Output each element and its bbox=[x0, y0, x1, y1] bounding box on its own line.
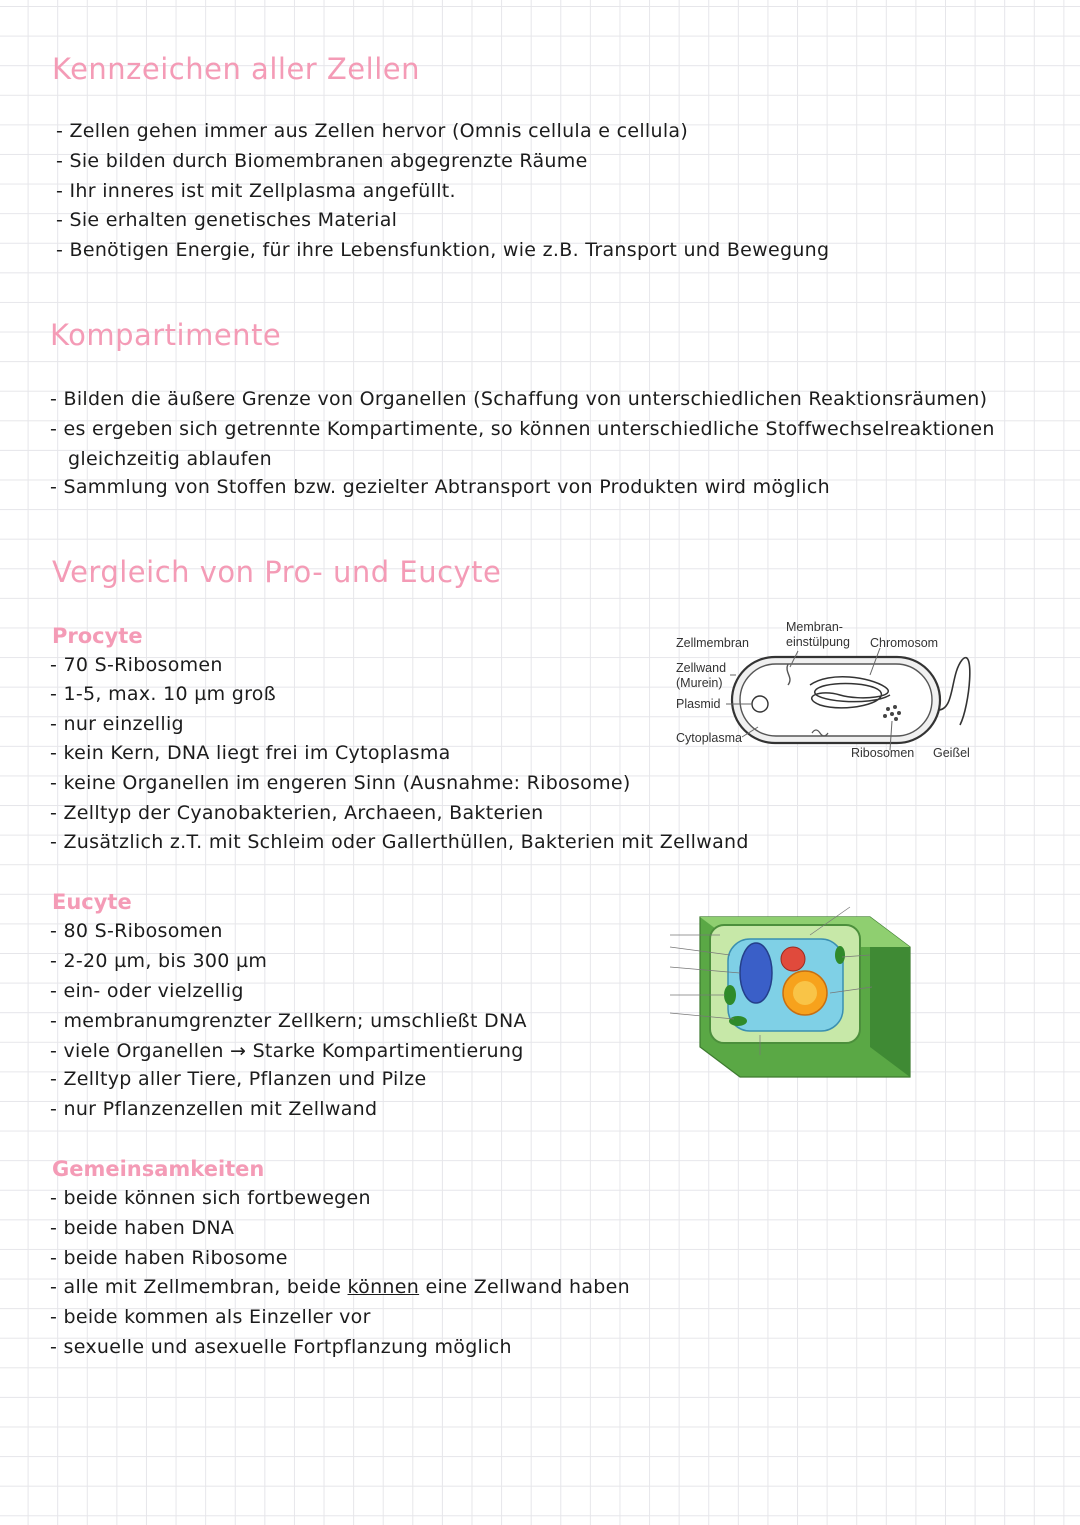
label-ribosomen: Ribosomen bbox=[851, 746, 915, 760]
list-item: - beide können sich fortbewegen bbox=[50, 1187, 371, 1209]
list-item: - beide kommen als Einzeller vor bbox=[50, 1306, 371, 1328]
list-item: - nur einzellig bbox=[50, 713, 184, 735]
list-item: - kein Kern, DNA liegt frei im Cytoplasma bbox=[50, 742, 451, 764]
label-zellwand-2: (Murein) bbox=[676, 676, 723, 690]
list-item: - Ihr inneres ist mit Zellplasma angefüllt. bbox=[56, 180, 456, 202]
subheading-gemeinsamkeiten: Gemeinsamkeiten bbox=[52, 1157, 265, 1181]
list-item bbox=[50, 1276, 630, 1298]
subheading-procyte: Procyte bbox=[52, 624, 143, 648]
list-item: - sexuelle und asexuelle Fortpflanzung möglich bbox=[50, 1336, 512, 1358]
label-cytoplasma: Cytoplasma bbox=[676, 731, 742, 745]
list-item: - Zelltyp der Cyanobakterien, Archaeen, Bakterien bbox=[50, 802, 544, 824]
list-item: - Zusätzlich z.T. mit Schleim oder Gallerthüllen, Bakterien mit Zellwand bbox=[50, 831, 749, 853]
list-item: - Zellen gehen immer aus Zellen hervor (Omnis cellula e cellula) bbox=[56, 120, 689, 142]
list-item: - beide haben Ribosome bbox=[50, 1247, 288, 1269]
list-item: - Zelltyp aller Tiere, Pflanzen und Pilze bbox=[50, 1068, 427, 1090]
label-zellwand-1: Zellwand bbox=[676, 661, 727, 675]
list-item: - membranumgrenzter Zellkern; umschließt DNA bbox=[50, 1010, 527, 1032]
list-item: - 1-5, max. 10 µm groß bbox=[50, 683, 276, 705]
list-item: - 80 S-Ribosomen bbox=[50, 920, 223, 942]
label-plasmid: Plasmid bbox=[676, 697, 721, 711]
list-item: - nur Pflanzenzellen mit Zellwand bbox=[50, 1098, 378, 1120]
list-item: gleichzeitig ablaufen bbox=[68, 448, 272, 470]
heading-kennzeichen: Kennzeichen aller Zellen bbox=[52, 52, 420, 86]
list-item: - Sie erhalten genetisches Material bbox=[56, 209, 398, 231]
heading-kompartimente: Kompartimente bbox=[50, 318, 282, 352]
heading-vergleich: Vergleich von Pro- und Eucyte bbox=[52, 555, 502, 589]
list-item-text: - alle mit Zellmembran, beide bbox=[50, 1276, 348, 1298]
label-membraneinstuelpung-2: einstülpung bbox=[786, 635, 850, 649]
list-item-text: eine Zellwand haben bbox=[419, 1276, 630, 1298]
list-item: - Benötigen Energie, für ihre Lebensfunktion, wie z.B. Transport und Bewegung bbox=[56, 239, 830, 261]
list-item: - 2-20 µm, bis 300 µm bbox=[50, 950, 268, 972]
label-geissel: Geißel bbox=[933, 746, 970, 760]
flagellum-shape bbox=[938, 658, 970, 725]
list-item: - viele Organellen → Starke Kompartimentierung bbox=[50, 1040, 524, 1062]
list-item: - Sie bilden durch Biomembranen abgegrenzte Räume bbox=[56, 150, 588, 172]
label-membraneinstuelpung-1: Membran- bbox=[786, 620, 843, 634]
label-chromosom: Chromosom bbox=[870, 636, 939, 650]
label-zellmembran: Zellmembran bbox=[676, 636, 749, 650]
list-item: - beide haben DNA bbox=[50, 1217, 235, 1239]
list-item: - 70 S-Ribosomen bbox=[50, 654, 223, 676]
list-item: - ein- oder vielzellig bbox=[50, 980, 244, 1002]
underlined-word: können bbox=[347, 1276, 420, 1298]
list-item: - Sammlung von Stoffen bzw. gezielter Abtransport von Produkten wird möglich bbox=[50, 476, 830, 498]
list-item: - keine Organellen im engeren Sinn (Ausnahme: Ribosome) bbox=[50, 772, 631, 794]
plant-cell-illustration bbox=[610, 895, 930, 1105]
subheading-eucyte: Eucyte bbox=[52, 890, 132, 914]
list-item: - es ergeben sich getrennte Kompartimente, so können unterschiedliche Stoffwechselreaktionen bbox=[50, 418, 995, 440]
list-item: - Bilden die äußere Grenze von Organellen (Schaffung von unterschiedlichen Reaktionsräumen) bbox=[50, 388, 988, 410]
